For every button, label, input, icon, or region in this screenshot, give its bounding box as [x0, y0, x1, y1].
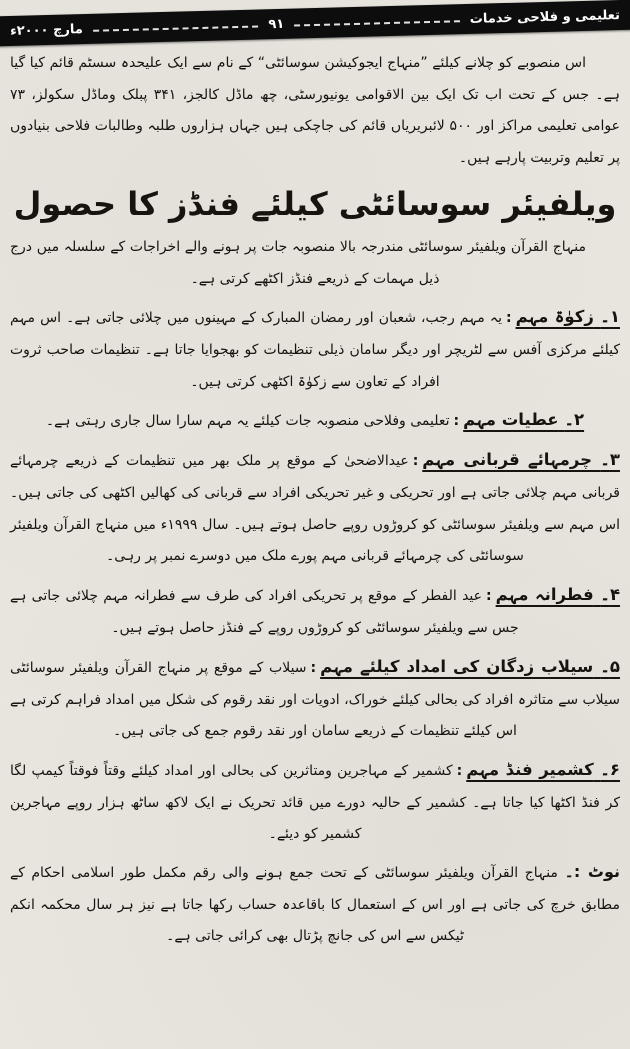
item-5-number: ۵۔ — [600, 656, 620, 676]
item-2-heading — [463, 410, 584, 429]
header-dashes-left — [93, 25, 259, 31]
item-2-number: ۲۔ — [564, 410, 585, 430]
section-title: ویلفیئر سوسائٹی کیلئے فنڈز کا حصول — [13, 185, 617, 223]
item-3-separator: : — [412, 453, 419, 470]
opening-paragraph: اس منصوبے کو چلانے کیلئے ”منہاج ایجوکیشن سوسائٹی“ کے نام سے ایک علیحدہ سسٹم قائم کیا گیا ہے۔ جس کے تحت اب تک ایک بین الاقوامی یونیورسٹی، چھ ماڈل کالجز، ۳۴۱ پبلک وماڈل سکولز، ۷۳ عوامی تعلیمی مراکز اور ۵۰۰ لائبریریاں قائم کی جاچکی ہیں جہاں ہزاروں طلبہ وطالبات فلاحی بنیادوں پر تعلیم وتربیت پارہے ہیں۔ — [10, 55, 620, 166]
header-issue-date: مارچ ۲۰۰۰ء — [9, 21, 83, 39]
page-content — [10, 48, 620, 1049]
item-1-title: زکوٰۃ مہم — [515, 307, 594, 326]
note-label: نوٹ :۔ — [564, 861, 620, 881]
item-1-heading — [516, 307, 620, 326]
campaign-item-5 — [10, 648, 620, 748]
campaign-item-3 — [10, 441, 620, 573]
item-4-title: فطرانہ مہم — [495, 584, 594, 604]
campaign-item-1 — [10, 298, 620, 398]
item-3-body: عیدالاضحیٰ کے موقع پر ملک بھر میں تنظیمات کے ذریعے چرمہائے قربانی مہم چلائی جاتی ہے اور تحریکی و غیر تحریکی افراد سے قربانی کی کھالیں اکٹھی کی جاتی ہیں۔ اس مہم سے ویلفیئر سوسائٹی کو کروڑوں روپے حاصل ہوتے ہیں۔ سال ۱۹۹۹ء میں منہاج القرآن ویلفیئر سوسائٹی کی چرمہائے قربانی مہم پورے ملک میں دوسرے نمبر پر رہی۔ — [10, 453, 620, 565]
item-6-title: کشمیر فنڈ مہم — [466, 759, 594, 779]
item-5-separator: : — [310, 659, 317, 676]
header-section-label: تعلیمی و فلاحی خدمات — [469, 7, 621, 27]
item-2-body: تعلیمی وفلاحی منصوبہ جات کیلئے یہ مہم سارا سال جاری رہتی ہے۔ — [45, 413, 450, 430]
campaign-item-2 — [10, 401, 620, 438]
item-2-separator: : — [453, 413, 460, 430]
item-6-separator: : — [456, 762, 463, 779]
page-header-bar — [0, 0, 630, 47]
item-1-number: ۱۔ — [600, 307, 620, 326]
footer-note — [10, 854, 620, 953]
item-6-number: ۶۔ — [600, 759, 620, 779]
item-5-title: سیلاب زدگان کی امداد کیلئے مہم — [320, 656, 594, 676]
campaign-item-6 — [10, 751, 620, 851]
note-body: منہاج القرآن ویلفیئر سوسائٹی کے تحت جمع ہونے والی رقم مکمل طور اسلامی احکام کے مطابق خرچ کی جاتی ہے اور اس کے استعمال کا باقاعدہ حساب رکھا جاتا ہے نیز ہر سال محکمہ انکم ٹیکس سے اس کی جانچ پڑتال بھی کرائی جاتی ہے۔ — [10, 864, 620, 945]
item-3-heading — [422, 450, 620, 469]
item-3-number: ۳۔ — [600, 450, 620, 470]
item-4-number: ۴۔ — [600, 584, 621, 604]
item-6-heading — [466, 760, 620, 779]
item-1-separator: : — [505, 310, 512, 326]
header-dashes-right — [294, 20, 460, 26]
campaign-item-4 — [10, 576, 620, 645]
item-2-title: عطیات مہم — [463, 410, 559, 430]
item-3-title: چرمہائے قربانی مہم — [422, 450, 593, 470]
item-4-separator: : — [486, 587, 492, 604]
item-5-heading — [320, 657, 620, 676]
item-4-body: عید الفطر کے موقع پر تحریکی افراد کی طرف سے فطرانہ مہم چلائی جاتی ہے جس سے ویلفیئر سوسائٹی کو کروڑوں روپے کے فنڈز حاصل ہوتے ہیں۔ — [10, 587, 519, 636]
item-1-body: یہ مہم رجب، شعبان اور رمضان المبارک کے مہینوں میں چلائی جاتی ہے۔ اس مہم کیلئے مرکزی آفس سے لٹریچر اور دیگر سامان ذیلی تنظیمات کو بھجوایا جاتا ہے۔ تنظیمات صاحب ثروت افراد کے تعاون سے زکوٰۃ اکٹھی کرتی ہیں۔ — [10, 310, 620, 390]
header-page-number: ۹۱ — [268, 16, 285, 32]
section-intro-paragraph: منہاج القرآن ویلفیئر سوسائٹی مندرجہ بالا منصوبہ جات پر ہونے والے اخراجات کے سلسلہ میں درج ذیل مہمات کے ذریعے فنڈز اکٹھے کرتی ہے۔ — [10, 239, 586, 287]
item-4-heading — [496, 585, 620, 604]
item-6-body: کشمیر کے مہاجرین ومتاثرین کی بحالی اور امداد کیلئے وقتاً فوقتاً کیمپ لگا کر فنڈ اکٹھا کیا جاتا ہے۔ کشمیر کے حالیہ دورے میں قائد تحریک نے ایک لاکھ ساٹھ ہزار روپے مہاجرین کشمیر کو دیئے۔ — [10, 762, 620, 843]
item-5-body: سیلاب کے موقع پر منہاج القرآن ویلفیئر سوسائٹی سیلاب سے متاثرہ افراد کی بحالی کیلئے خوراک، ادویات اور نقد رقوم کی شکل میں امداد فراہم کرتی ہے اس کیلئے تنظیمات کے ذریعے سامان اور نقد رقوم جمع کی جاتی ہیں۔ — [10, 659, 620, 740]
